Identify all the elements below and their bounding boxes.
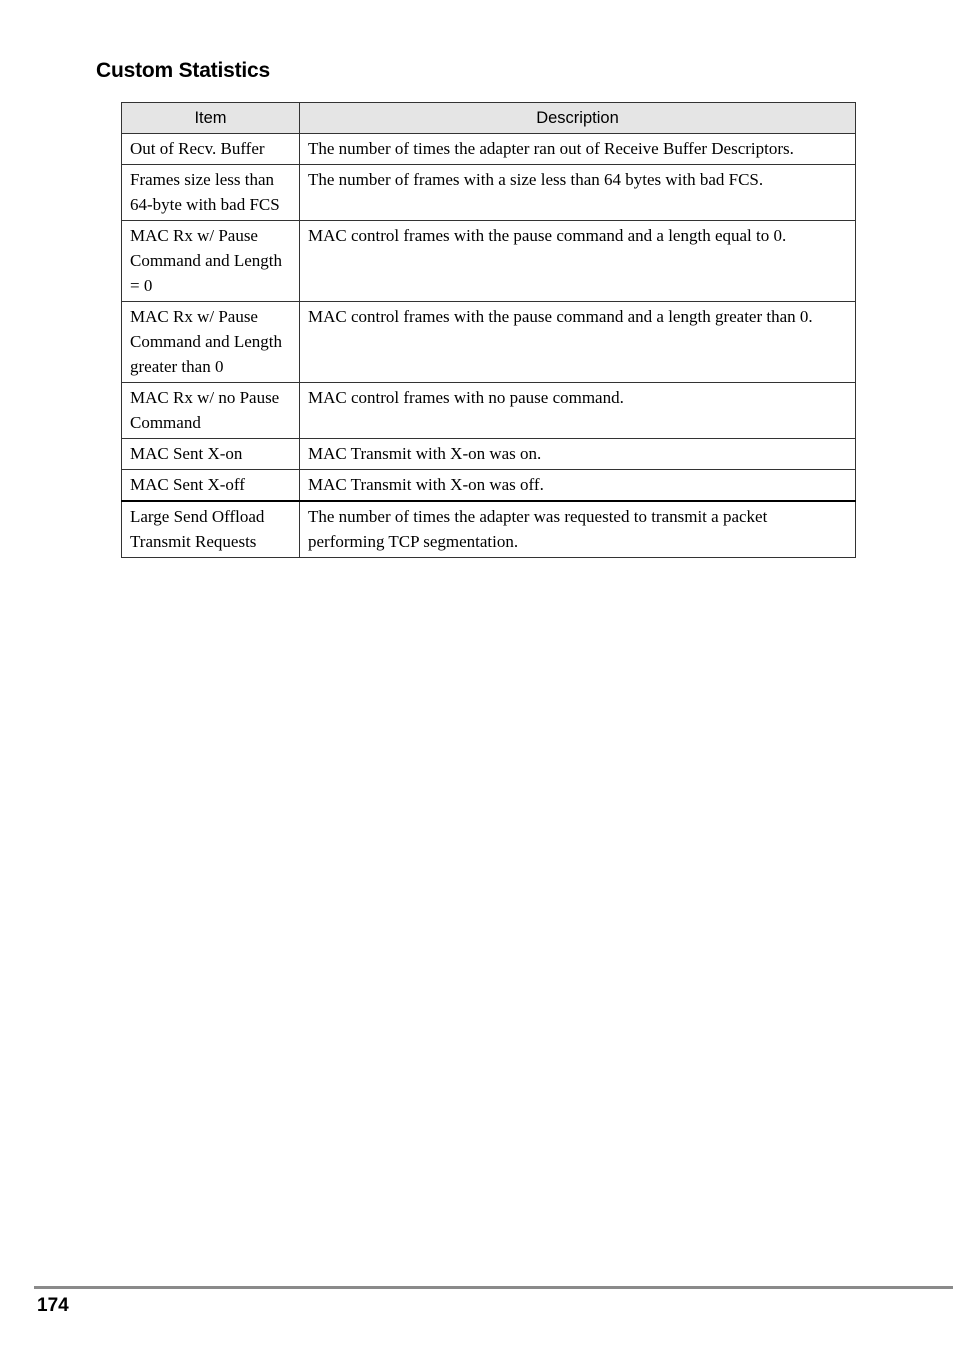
item-cell: Out of Recv. Buffer — [122, 134, 300, 165]
page-number: 174 — [37, 1295, 69, 1316]
item-cell: MAC Sent X-off — [122, 470, 300, 502]
table-row — [122, 439, 856, 470]
item-cell: MAC Rx w/ Pause Command and Length greater than 0 — [122, 302, 300, 383]
item-cell: MAC Rx w/ Pause Command and Length = 0 — [122, 221, 300, 302]
table-header-row — [122, 103, 856, 134]
description-cell: The number of times the adapter ran out of Receive Buffer Descriptors. — [300, 134, 856, 165]
description-cell: MAC control frames with no pause command. — [300, 383, 856, 439]
table-row — [122, 383, 856, 439]
item-cell: MAC Sent X-on — [122, 439, 300, 470]
table-row — [122, 501, 856, 558]
table-row — [122, 470, 856, 502]
item-cell: Frames size less than 64-byte with bad FCS — [122, 165, 300, 221]
description-cell: MAC Transmit with X-on was on. — [300, 439, 856, 470]
table-row — [122, 221, 856, 302]
footer-rule — [34, 1286, 953, 1289]
column-header-item: Item — [122, 103, 300, 134]
column-header-description: Description — [300, 103, 856, 134]
table-row — [122, 302, 856, 383]
item-cell: Large Send Offload Transmit Requests — [122, 501, 300, 558]
table-row — [122, 165, 856, 221]
description-cell: MAC Transmit with X-on was off. — [300, 470, 856, 502]
description-cell: MAC control frames with the pause command and a length greater than 0. — [300, 302, 856, 383]
item-cell: MAC Rx w/ no Pause Command — [122, 383, 300, 439]
description-cell: MAC control frames with the pause command and a length equal to 0. — [300, 221, 856, 302]
table-row — [122, 134, 856, 165]
section-title: Custom Statistics — [96, 59, 270, 82]
description-cell: The number of frames with a size less than 64 bytes with bad FCS. — [300, 165, 856, 221]
custom-statistics-table — [121, 102, 856, 558]
description-cell: The number of times the adapter was requested to transmit a packet performing TCP segmentation. — [300, 501, 856, 558]
